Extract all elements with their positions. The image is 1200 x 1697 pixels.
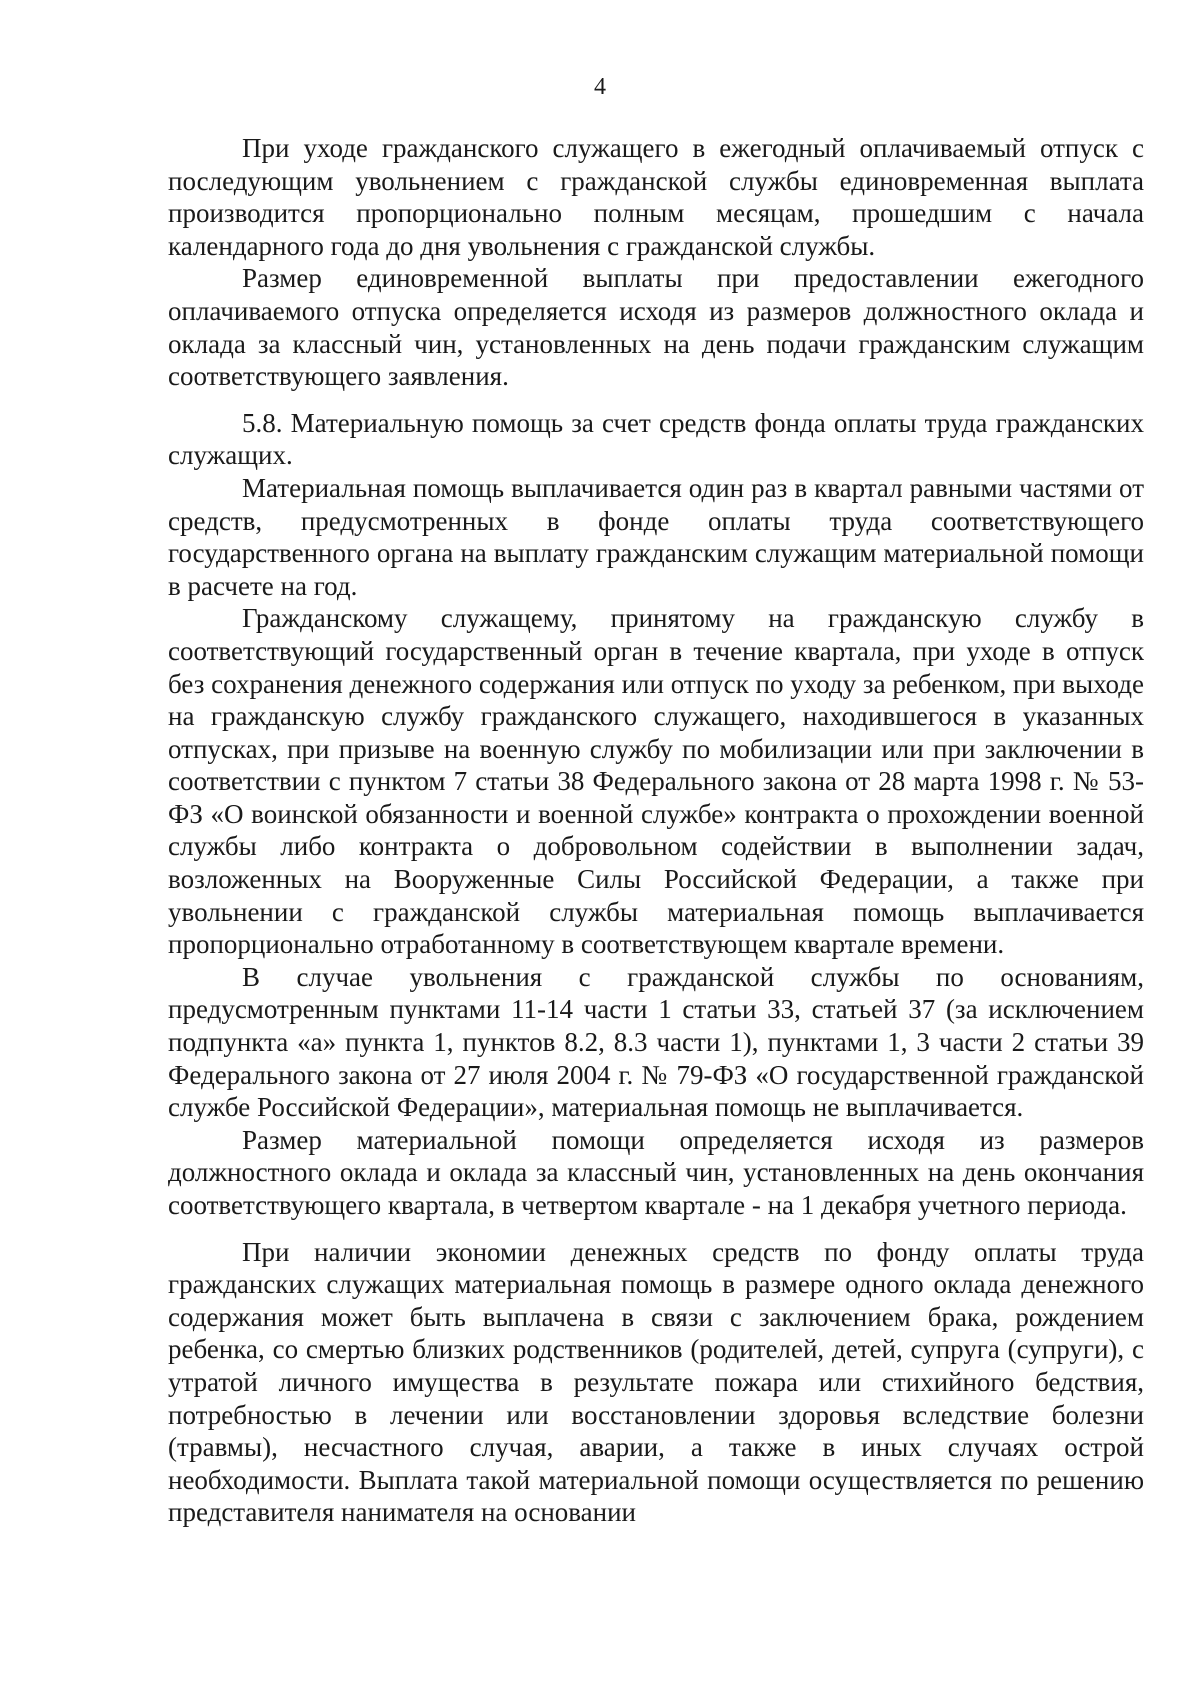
paragraph-6: В случае увольнения с гражданской службы по основаниям, предусмотренным пунктами 11-14 части 1 статьи 33, статьей 37 (за исключением подпункта «а» пункта 1, пунктов 8.2, 8.3 части 1), пунктами 1, 3 части 2 статьи 39 Федерального закона от 27 июля 2004 г. № 79-ФЗ «О государственной гражданской службе Российской Федерации», материальная помощь не выплачивается. bbox=[168, 961, 1144, 1123]
paragraph-2: Размер единовременной выплаты при предоставлении ежегодного оплачиваемого отпуска определяется исходя из размеров должностного оклада и оклада за классный чин, установленных на день подачи гражданским служащим соответствующего заявления. bbox=[168, 263, 1144, 392]
paragraph-7: Размер материальной помощи определяется исходя из размеров должностного оклада и оклада за классный чин, установленных на день окончания соответствующего квартала, в четвертом квартале - на 1 декабря учетного периода. bbox=[168, 1124, 1144, 1220]
paragraph-1: При уходе гражданского служащего в ежегодный оплачиваемый отпуск с последующим увольнением с гражданской службы единовременная выплата производится пропорционально полным месяцам, прошедшим с начала календарного года до дня увольнения с гражданской службы. bbox=[168, 133, 1144, 261]
paragraph-5: Гражданскому служащему, принятому на гражданскую службу в соответствующий государственный орган в течение квартала, при уходе в отпуск без сохранения денежного содержания или отпуск по уходу за ребенком, при выходе на гражданскую службу гражданского служащего, находившегося в указанных отпусках, при призыве на военную службу по мобилизации или при заключении в соответствии с пунктом 7 статьи 38 Федерального закона от 28 марта 1998 г. № 53-ФЗ «О воинской обязанности и военной службе» контракта о прохождении военной службы либо контракта о добровольном содействии в выполнении задач, возложенных на Вооруженные Силы Российской Федерации, а также при увольнении с гражданской службы материальная помощь выплачивается пропорционально отработанному в соответствующем квартале времени. bbox=[168, 603, 1144, 960]
page-number: 4 bbox=[594, 74, 606, 100]
document-body bbox=[168, 132, 1144, 1529]
paragraph-4: Материальная помощь выплачивается один раз в квартал равными частями от средств, предусмотренных в фонде оплаты труда соответствующего государственного органа на выплату гражданским служащим материальной помощи в расчете на год. bbox=[168, 472, 1144, 601]
paragraph-3: 5.8. Материальную помощь за счет средств фонда оплаты труда гражданских служащих. bbox=[168, 407, 1144, 471]
paragraph-8: При наличии экономии денежных средств по фонду оплаты труда гражданских служащих материальная помощь в размере одного оклада денежного содержания может быть выплачена в связи с заключением брака, рождением ребенка, со смертью близких родственников (родителей, детей, супруга (супруги), с утратой личного имущества в результате пожара или стихийного бедствия, потребностью в лечении или восстановлении здоровья вследствие болезни (травмы), несчастного случая, аварии, а также в иных случаях острой необходимости. Выплата такой материальной помощи осуществляется по решению представителя нанимателя на основании bbox=[168, 1236, 1144, 1528]
